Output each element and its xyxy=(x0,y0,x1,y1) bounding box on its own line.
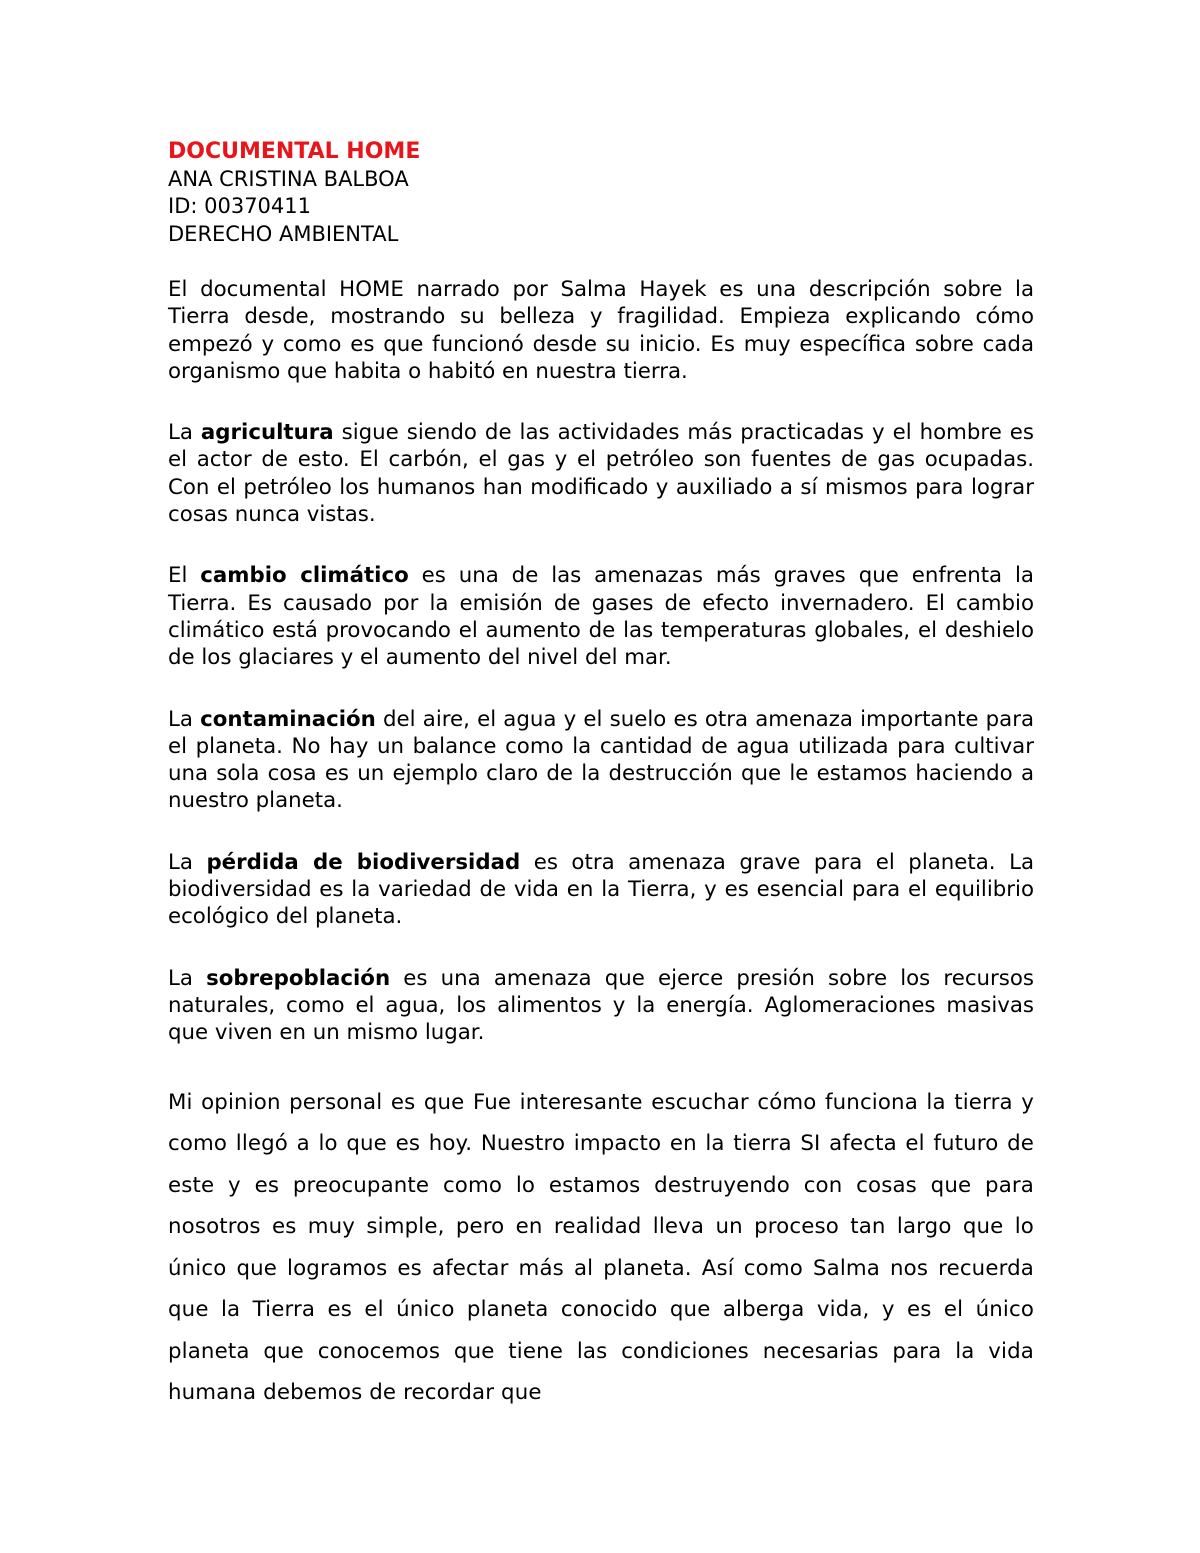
section-cambio-climatico xyxy=(168,562,1034,671)
section-agricultura xyxy=(168,419,1034,528)
section-text: del aire, el agua y el suelo es otra amenaza importante para el planeta. No hay un balance como la cantidad de agua utilizada para cultivar una sola cosa es un ejemplo claro de la destrucción que le estamos haciendo a nuestro planeta. xyxy=(168,706,1035,814)
opinion-paragraph: Mi opinion personal es que Fue interesante escuchar cómo funciona la tierra y como llegó a lo que es hoy. Nuestro impacto en la tierra SI afecta el futuro de este y es preocupante como lo estamos destruyendo con cosas que para nosotros es muy simple, pero en realidad lleva un proceso tan largo que lo único que logramos es afectar más al planeta. Así como Salma nos recuerda que la Tierra es el único planeta conocido que alberga vida, y es el único planeta que conocemos que tiene las condiciones necesarias para la vida humana debemos de recordar que xyxy=(168,1089,1034,1406)
section-sobrepoblacion xyxy=(168,965,1034,1047)
section-contaminacion xyxy=(168,706,1034,815)
document-title: DOCUMENTAL HOME xyxy=(168,139,421,164)
course-name: DERECHO AMBIENTAL xyxy=(168,221,399,246)
section-text: es una de las amenazas más graves que enfrenta la Tierra. Es causado por la emisión de gases de efecto invernadero. El cambio climático está provocando el aumento de las temperaturas globales, el deshielo de los glaciares y el aumento del nivel del mar. xyxy=(168,563,1034,671)
document-header xyxy=(168,138,1034,248)
student-id: ID: 00370411 xyxy=(168,194,312,218)
section-text: sigue siendo de las actividades más practicadas y el hombre es el actor de esto. El carbón, el gas y el petróleo son fuentes de gas ocupadas. Con el petróleo los humanos han modificado y auxiliado a sí mismos para lograr cosas nunca vistas. xyxy=(168,420,1035,528)
section-lead: La xyxy=(168,965,207,991)
section-lead: El xyxy=(168,563,201,589)
section-keyword: contaminación xyxy=(200,706,376,732)
section-keyword: cambio climático xyxy=(200,563,409,589)
intro-paragraph: El documental HOME narrado por Salma Hayek es una descripción sobre la Tierra desde, mostrando su belleza y fragilidad. Empieza explicando cómo empezó y como es que funcionó desde su inicio. Es muy específica sobre cada organismo que habita o habitó en nuestra tierra. xyxy=(168,277,1034,384)
section-keyword: pérdida de biodiversidad xyxy=(206,849,521,875)
section-text: es otra amenaza grave para el planeta. La biodiversidad es la variedad de vida en la Tierra, y es esencial para el equilibrio ecológico del planeta. xyxy=(168,849,1034,930)
section-text: es una amenaza que ejerce presión sobre los recursos naturales, como el agua, los alimentos y la energía. Aglomeraciones masivas que viven en un mismo lugar. xyxy=(168,965,1034,1046)
document-page xyxy=(168,138,1034,1435)
section-lead: La xyxy=(168,706,201,732)
section-lead: La xyxy=(168,420,201,446)
author-name: ANA CRISTINA BALBOA xyxy=(168,166,409,191)
section-biodiversidad xyxy=(168,849,1034,931)
section-lead: La xyxy=(168,849,207,875)
section-keyword: sobrepoblación xyxy=(206,965,391,991)
section-keyword: agricultura xyxy=(200,420,334,446)
